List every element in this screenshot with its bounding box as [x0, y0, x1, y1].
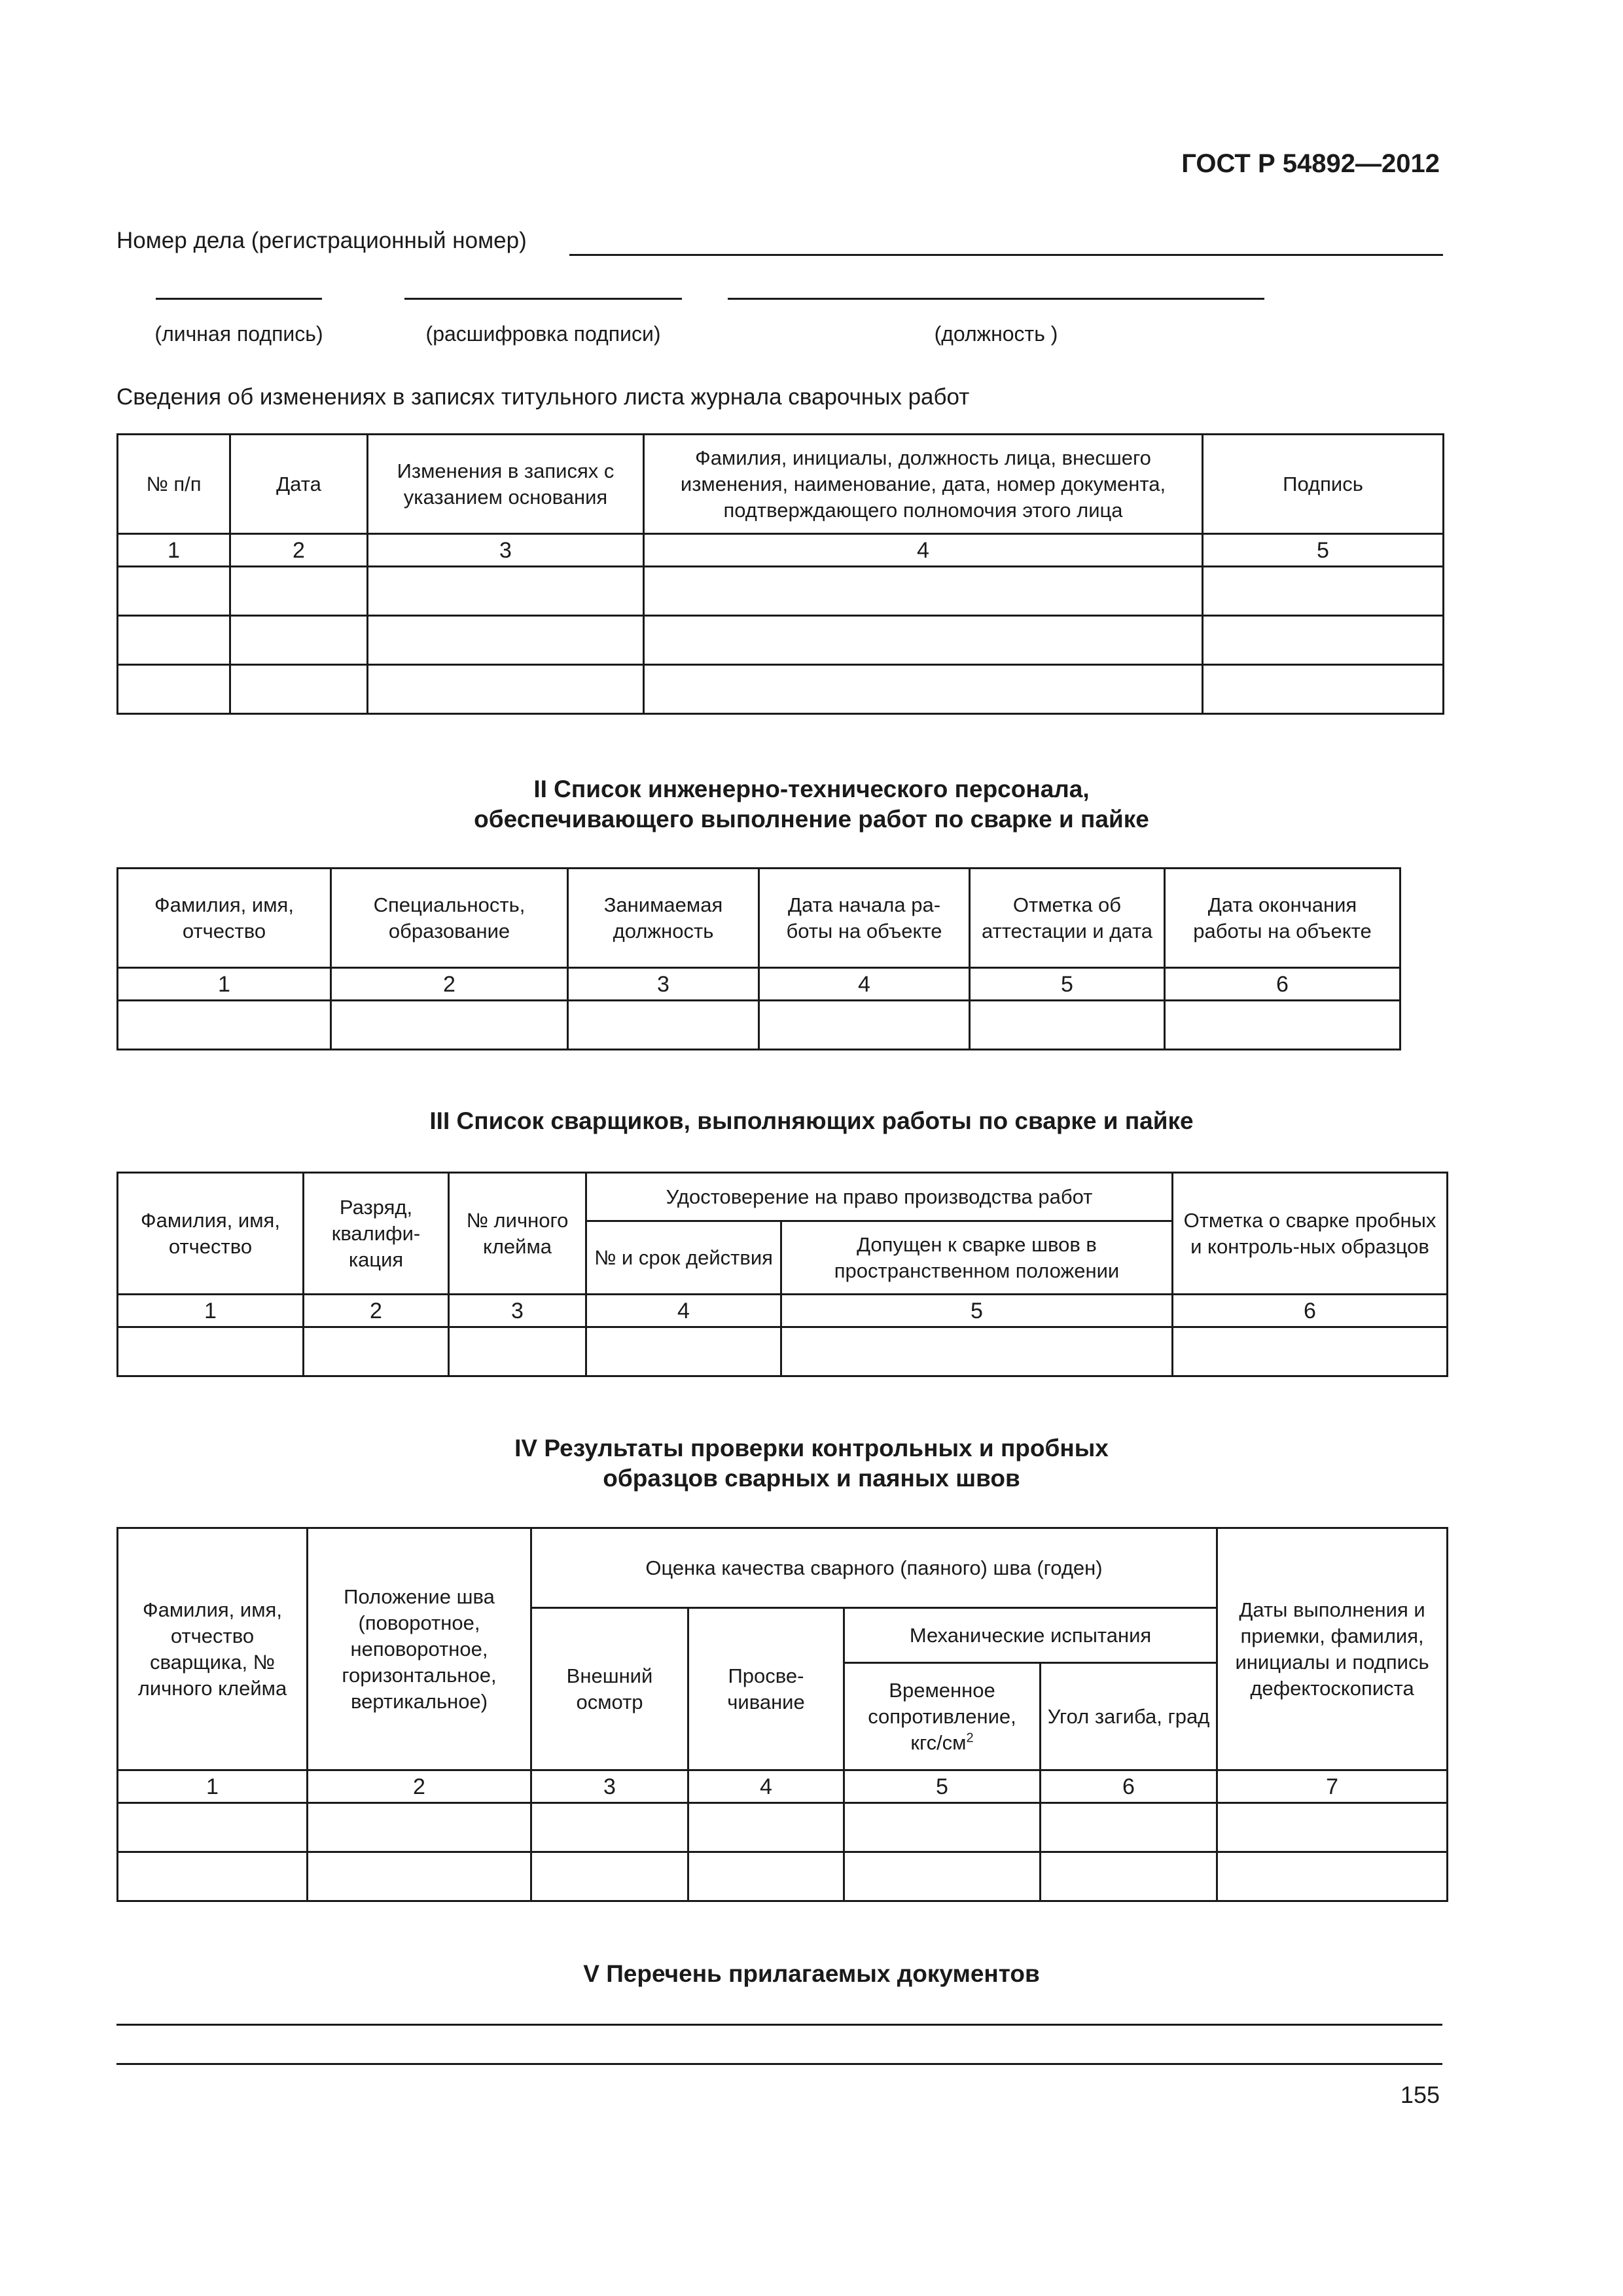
page-number: 155: [1400, 2081, 1440, 2108]
documents-line[interactable]: [116, 2063, 1442, 2065]
table-row: [118, 616, 1444, 665]
header-cell: Удостоверение на право производства работ: [586, 1173, 1173, 1221]
empty-cell[interactable]: [1203, 567, 1444, 616]
column-number: 3: [568, 968, 759, 1001]
header-cell: № и срок действия: [586, 1221, 781, 1295]
case-number-label: Номер дела (регистрационный номер): [116, 228, 527, 253]
header-cell: Отметка об аттестации и дата: [970, 869, 1165, 968]
column-number: 4: [688, 1770, 844, 1803]
section-2-title-line: обеспечивающего выполнение работ по сварке и пайке: [474, 806, 1149, 833]
column-number: 3: [368, 534, 644, 567]
empty-cell[interactable]: [1173, 1327, 1448, 1376]
header-cell: Фамилия, имя, отчество: [118, 869, 331, 968]
personal-signature-line[interactable]: [156, 298, 322, 300]
empty-cell[interactable]: [688, 1803, 844, 1852]
table-row: [118, 1852, 1448, 1901]
header-cell: [844, 1663, 1041, 1770]
header-cell: Внешний осмотр: [531, 1608, 688, 1770]
welders-table: [116, 1172, 1448, 1377]
section-3-title: III Список сварщиков, выполняющих работы по сварке и пайке: [429, 1107, 1194, 1134]
column-number: 6: [1041, 1770, 1217, 1803]
column-number-row: [118, 534, 1444, 567]
header-cell: № п/п: [118, 435, 230, 534]
empty-cell[interactable]: [781, 1327, 1173, 1376]
empty-cell[interactable]: [644, 567, 1203, 616]
column-number: 4: [586, 1295, 781, 1327]
header-cell: Допущен к сварке швов в пространственном положении: [781, 1221, 1173, 1295]
table-row: [118, 665, 1444, 714]
engineering-staff-table: [116, 867, 1401, 1050]
header-cell: Дата окончания работы на объекте: [1165, 869, 1400, 968]
position-line[interactable]: [728, 298, 1264, 300]
header-cell: Изменения в записях с указанием основания: [368, 435, 644, 534]
column-number: 1: [118, 1770, 308, 1803]
column-number: 1: [118, 1295, 304, 1327]
column-number: 4: [759, 968, 970, 1001]
empty-cell[interactable]: [230, 665, 368, 714]
column-number: 6: [1165, 968, 1400, 1001]
test-results-table: [116, 1527, 1448, 1902]
column-number: 5: [970, 968, 1165, 1001]
empty-cell[interactable]: [308, 1803, 531, 1852]
header-cell: Занимаемая должность: [568, 869, 759, 968]
empty-cell[interactable]: [118, 665, 230, 714]
staff-header-row: [118, 869, 1400, 968]
header-cell: Механические испытания: [844, 1608, 1217, 1663]
column-number: 7: [1217, 1770, 1448, 1803]
section-4-title-line: образцов сварных и паяных швов: [603, 1465, 1020, 1492]
section-2-title: [0, 774, 1623, 834]
changes-intro: Сведения об изменениях в записях титульного листа журнала сварочных работ: [116, 384, 970, 410]
column-number: 5: [1203, 534, 1444, 567]
empty-cell[interactable]: [1217, 1852, 1448, 1901]
header-cell: Специальность, образование: [331, 869, 568, 968]
empty-cell[interactable]: [531, 1852, 688, 1901]
empty-cell[interactable]: [1041, 1803, 1217, 1852]
column-number: 3: [531, 1770, 688, 1803]
header-cell: Фамилия, имя, отчество: [118, 1173, 304, 1295]
tensile-label: Временное сопротивление, кгс/см: [868, 1678, 1016, 1754]
empty-cell[interactable]: [331, 1001, 568, 1050]
empty-cell[interactable]: [1203, 665, 1444, 714]
personal-signature-caption: (личная подпись): [154, 322, 323, 346]
empty-cell[interactable]: [844, 1803, 1041, 1852]
empty-cell[interactable]: [308, 1852, 531, 1901]
empty-cell[interactable]: [118, 1001, 331, 1050]
empty-cell[interactable]: [368, 665, 644, 714]
column-number-row: [118, 1770, 1448, 1803]
column-number: 1: [118, 968, 331, 1001]
column-number: 6: [1173, 1295, 1448, 1327]
empty-cell[interactable]: [368, 567, 644, 616]
section-5-title: V Перечень прилагаемых документов: [583, 1960, 1040, 1987]
empty-cell[interactable]: [449, 1327, 586, 1376]
position-caption: (должность ): [934, 322, 1058, 346]
header-cell: Оценка качества сварного (паяного) шва (годен): [531, 1528, 1217, 1608]
column-number: 2: [308, 1770, 531, 1803]
header-cell: Даты выполнения и приемки, фамилия, инициалы и подпись дефектоскописта: [1217, 1528, 1448, 1770]
empty-cell[interactable]: [230, 567, 368, 616]
empty-cell[interactable]: [759, 1001, 970, 1050]
empty-cell[interactable]: [118, 1803, 308, 1852]
header-cell: Угол загиба, град: [1041, 1663, 1217, 1770]
header-cell: Отметка о сварке пробных и контроль-ных образцов: [1173, 1173, 1448, 1295]
empty-cell[interactable]: [644, 616, 1203, 665]
header-cell: Просве-чивание: [688, 1608, 844, 1770]
empty-cell[interactable]: [844, 1852, 1041, 1901]
header-cell: Разряд, квалифи-кация: [304, 1173, 449, 1295]
header-cell: Дата: [230, 435, 368, 534]
tensile-superscript: 2: [966, 1731, 974, 1746]
section-2-title-line: II Список инженерно-технического персонала,: [533, 776, 1090, 802]
column-number: 5: [781, 1295, 1173, 1327]
column-number: 1: [118, 534, 230, 567]
empty-cell[interactable]: [970, 1001, 1165, 1050]
signature-decoding-caption: (расшифровка подписи): [425, 322, 661, 346]
empty-cell[interactable]: [118, 567, 230, 616]
header-cell: Дата начала ра-боты на объекте: [759, 869, 970, 968]
empty-cell[interactable]: [586, 1327, 781, 1376]
empty-cell[interactable]: [1217, 1803, 1448, 1852]
column-number: 2: [230, 534, 368, 567]
table-row: [118, 1803, 1448, 1852]
empty-cell[interactable]: [1165, 1001, 1400, 1050]
column-number: 3: [449, 1295, 586, 1327]
section-4-title: [0, 1433, 1623, 1494]
empty-cell[interactable]: [644, 665, 1203, 714]
column-number: 2: [331, 968, 568, 1001]
table-row: [118, 567, 1444, 616]
header-cell: Подпись: [1203, 435, 1444, 534]
results-header-row: [118, 1528, 1448, 1608]
table-row: [118, 1001, 1400, 1050]
header-cell: Положение шва (поворотное, неповоротное, горизонтальное, вертикальное): [308, 1528, 531, 1770]
empty-cell[interactable]: [230, 616, 368, 665]
header-cell: Фамилия, имя, отчество сварщика, № личного клейма: [118, 1528, 308, 1770]
empty-cell[interactable]: [1203, 616, 1444, 665]
empty-cell[interactable]: [1041, 1852, 1217, 1901]
column-number: 2: [304, 1295, 449, 1327]
signature-decoding-line[interactable]: [404, 298, 682, 300]
empty-cell[interactable]: [118, 1327, 304, 1376]
document-code: ГОСТ Р 54892—2012: [1181, 149, 1440, 178]
column-number-row: [118, 968, 1400, 1001]
changes-header-row: [118, 435, 1444, 534]
empty-cell[interactable]: [688, 1852, 844, 1901]
welders-header-row: [118, 1173, 1448, 1221]
section-4-title-line: IV Результаты проверки контрольных и пробных: [514, 1435, 1109, 1462]
empty-cell[interactable]: [118, 1852, 308, 1901]
column-number: 4: [644, 534, 1203, 567]
header-cell: № личного клейма: [449, 1173, 586, 1295]
case-number-field[interactable]: [569, 254, 1443, 256]
changes-table: [116, 433, 1444, 715]
empty-cell[interactable]: [368, 616, 644, 665]
documents-line[interactable]: [116, 2024, 1442, 2026]
column-number-row: [118, 1295, 1448, 1327]
table-row: [118, 1327, 1448, 1376]
empty-cell[interactable]: [568, 1001, 759, 1050]
empty-cell[interactable]: [531, 1803, 688, 1852]
empty-cell[interactable]: [304, 1327, 449, 1376]
column-number: 5: [844, 1770, 1041, 1803]
header-cell: Фамилия, инициалы, должность лица, внесшего изменения, наименование, дата, номер документа, подтверждающего полномочия этого лица: [644, 435, 1203, 534]
empty-cell[interactable]: [118, 616, 230, 665]
